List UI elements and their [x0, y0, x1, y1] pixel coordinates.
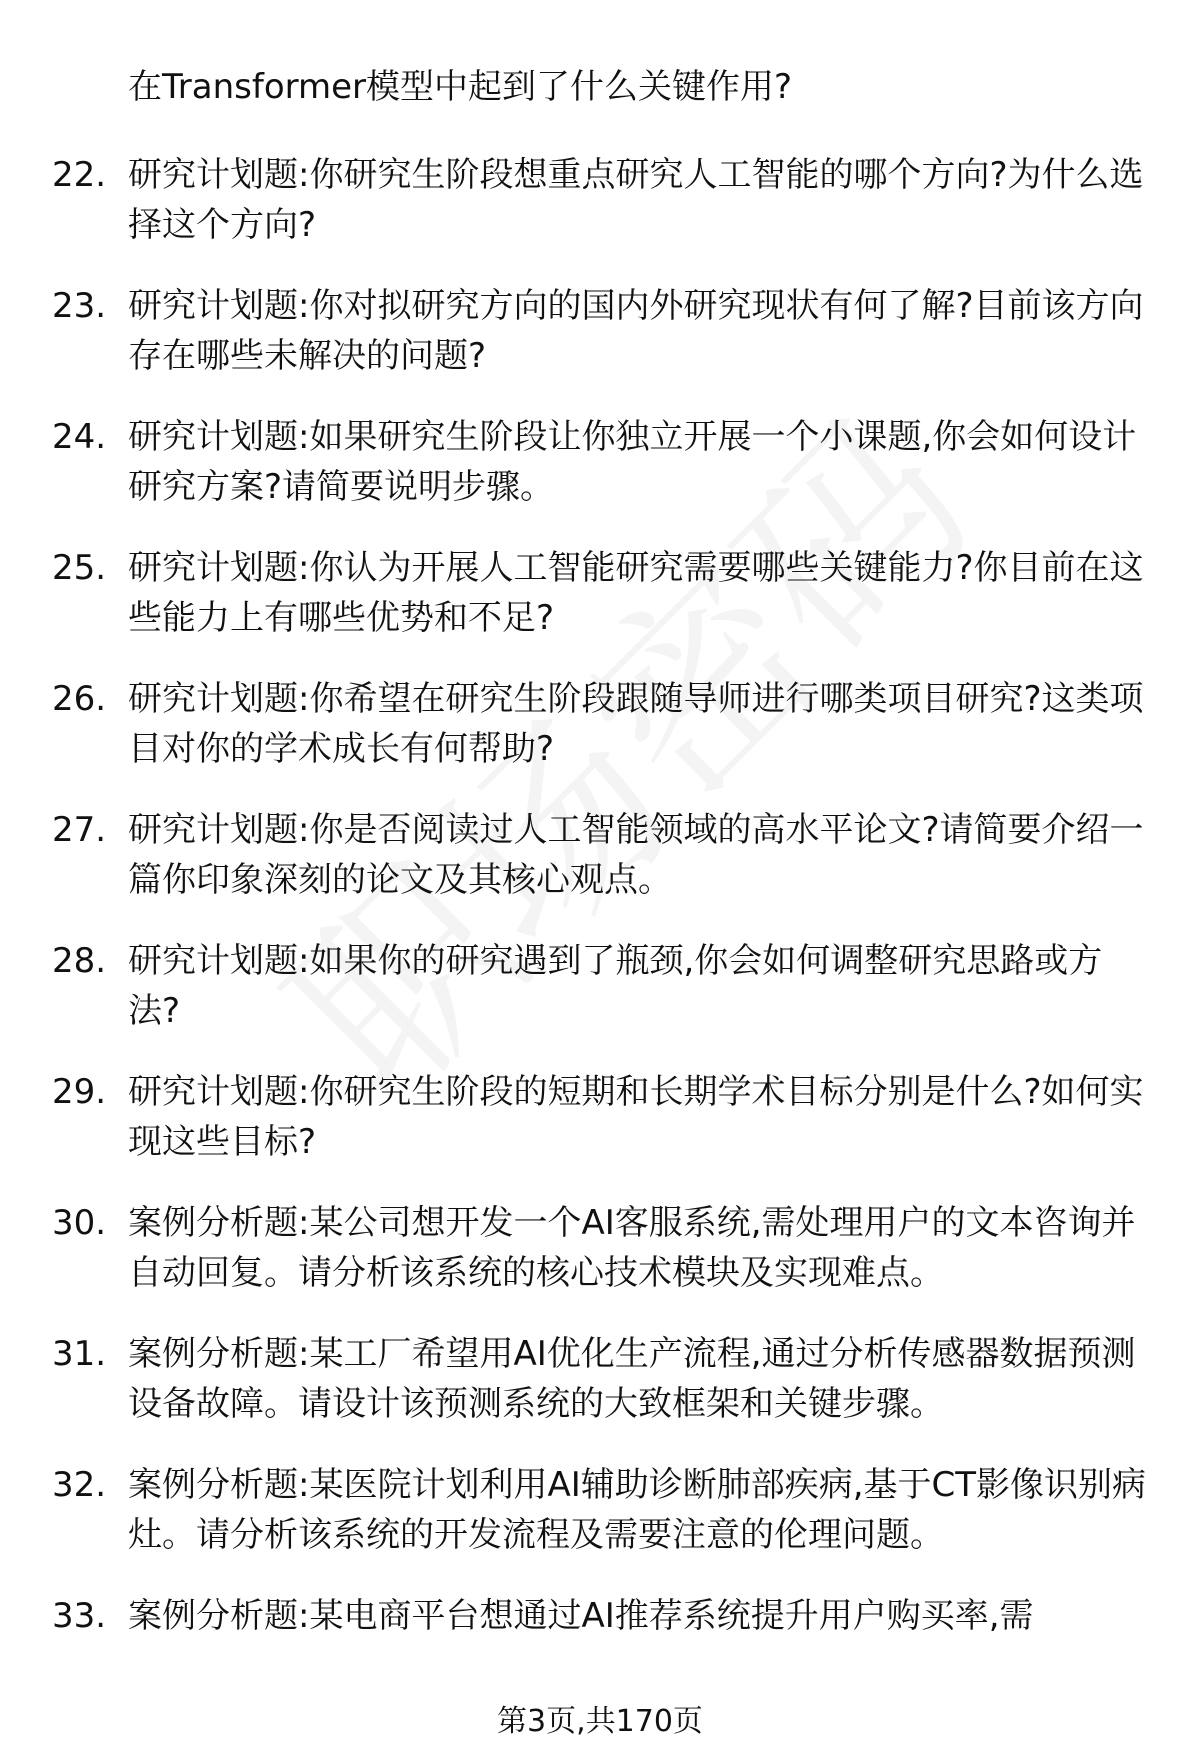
question-number: 22. — [52, 155, 107, 195]
list-item — [0, 805, 1200, 936]
list-item — [0, 936, 1200, 1067]
question-number: 30. — [52, 1203, 107, 1243]
list-item — [0, 412, 1200, 543]
question-text: 案例分析题:某医院计划利用AI辅助诊断肺部疾病,基于CT影像识别病灶。请分析该系统的开发流程及需要注意的伦理问题。 — [128, 1465, 1147, 1555]
question-text: 案例分析题:某工厂希望用AI优化生产流程,通过分析传感器数据预测设备故障。请设计该预测系统的大致框架和关键步骤。 — [128, 1334, 1136, 1424]
list-item — [0, 674, 1200, 805]
question-text: 案例分析题:某电商平台想通过AI推荐系统提升用户购买率,需 — [128, 1596, 1034, 1636]
question-number: 27. — [52, 810, 107, 850]
question-text: 研究计划题:你研究生阶段的短期和长期学术目标分别是什么?如何实现这些目标? — [128, 1072, 1144, 1162]
question-number: 29. — [52, 1072, 107, 1112]
question-continuation: 在Transformer模型中起到了什么关键作用? — [128, 67, 793, 107]
page-number-footer: 第3页,共170页 — [497, 1704, 703, 1739]
question-text: 研究计划题:你研究生阶段想重点研究人工智能的哪个方向?为什么选择这个方向? — [128, 155, 1144, 245]
question-number: 28. — [52, 941, 107, 981]
list-item — [0, 1198, 1200, 1329]
question-number: 24. — [52, 417, 107, 457]
list-item — [0, 1460, 1200, 1591]
question-text: 研究计划题:你对拟研究方向的国内外研究现状有何了解?目前该方向存在哪些未解决的问题? — [128, 286, 1144, 376]
list-item — [0, 281, 1200, 412]
question-number: 23. — [52, 286, 107, 326]
question-text: 研究计划题:你是否阅读过人工智能领域的高水平论文?请简要介绍一篇你印象深刻的论文及其核心观点。 — [128, 810, 1144, 900]
question-number: 31. — [52, 1334, 107, 1374]
question-list — [0, 150, 1200, 1722]
question-text: 研究计划题:如果研究生阶段让你独立开展一个小课题,你会如何设计研究方案?请简要说明步骤。 — [128, 417, 1137, 507]
list-item — [0, 150, 1200, 281]
question-number: 25. — [52, 548, 107, 588]
question-text: 案例分析题:某公司想开发一个AI客服系统,需处理用户的文本咨询并自动回复。请分析该系统的核心技术模块及实现难点。 — [128, 1203, 1136, 1293]
question-number: 26. — [52, 679, 107, 719]
question-number: 33. — [52, 1596, 107, 1636]
question-text: 研究计划题:你认为开展人工智能研究需要哪些关键能力?你目前在这些能力上有哪些优势和不足? — [128, 548, 1144, 638]
list-item — [0, 1329, 1200, 1460]
question-text: 研究计划题:如果你的研究遇到了瓶颈,你会如何调整研究思路或方法? — [128, 941, 1103, 1031]
list-item — [0, 1067, 1200, 1198]
list-item — [0, 543, 1200, 674]
question-text: 研究计划题:你希望在研究生阶段跟随导师进行哪类项目研究?这类项目对你的学术成长有何帮助? — [128, 679, 1144, 769]
question-number: 32. — [52, 1465, 107, 1505]
